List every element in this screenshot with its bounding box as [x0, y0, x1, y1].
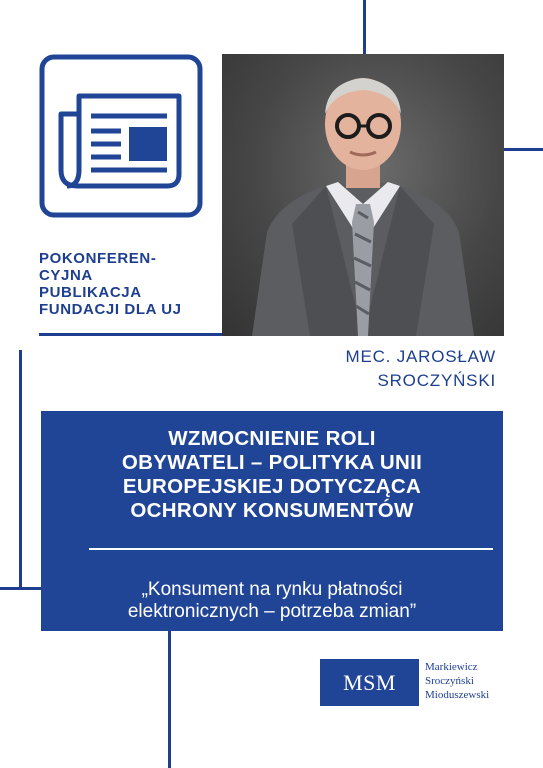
speaker-portrait-illustration — [222, 54, 504, 336]
publication-title — [41, 411, 503, 523]
top-vertical-line — [363, 0, 366, 54]
publication-subtitle-line: „Konsument na rynku płatności — [141, 579, 403, 600]
publication-label-line: PUBLIKACJA — [39, 284, 142, 301]
publication-title-line: EUROPEJSKIEJ DOTYCZĄCA — [122, 475, 422, 498]
speaker-photo — [222, 54, 504, 336]
publication-title-line: OCHRONY KONSUMENTÓW — [130, 499, 414, 522]
publication-label-line: POKONFEREN- — [39, 250, 157, 267]
speaker-name — [345, 345, 496, 393]
bottom-vertical-line — [168, 631, 171, 768]
speaker-name-line: SROCZYŃSKI — [377, 371, 496, 390]
firm-partner-name: Mioduszewski — [425, 689, 490, 701]
firm-partner-name: Sroczyński — [425, 675, 474, 687]
publication-label-line: CYJNA — [39, 267, 93, 284]
firm-partner-name: Markiewicz — [425, 661, 478, 673]
firm-logo-mark: MSM — [320, 659, 419, 706]
title-box — [41, 411, 503, 631]
publication-label-line: FUNDACJI DLA UJ — [39, 301, 182, 318]
publication-subtitle-line: elektronicznych – potrzeba zmian” — [127, 601, 417, 622]
publication-title-line: WZMOCNIENIE ROLI — [168, 427, 376, 450]
firm-logo-names — [425, 660, 489, 702]
right-horizontal-line — [504, 148, 543, 151]
newspaper-icon — [39, 54, 203, 218]
publication-label — [39, 250, 219, 318]
publication-title-line: OBYWATELI – POLITYKA UNII — [121, 451, 423, 474]
speaker-name-line: MEC. JAROSŁAW — [345, 347, 496, 366]
publication-subtitle — [41, 579, 503, 623]
left-horizontal-line — [0, 587, 41, 590]
title-divider — [89, 548, 493, 550]
label-underline — [39, 333, 222, 336]
left-vertical-line — [19, 350, 22, 590]
